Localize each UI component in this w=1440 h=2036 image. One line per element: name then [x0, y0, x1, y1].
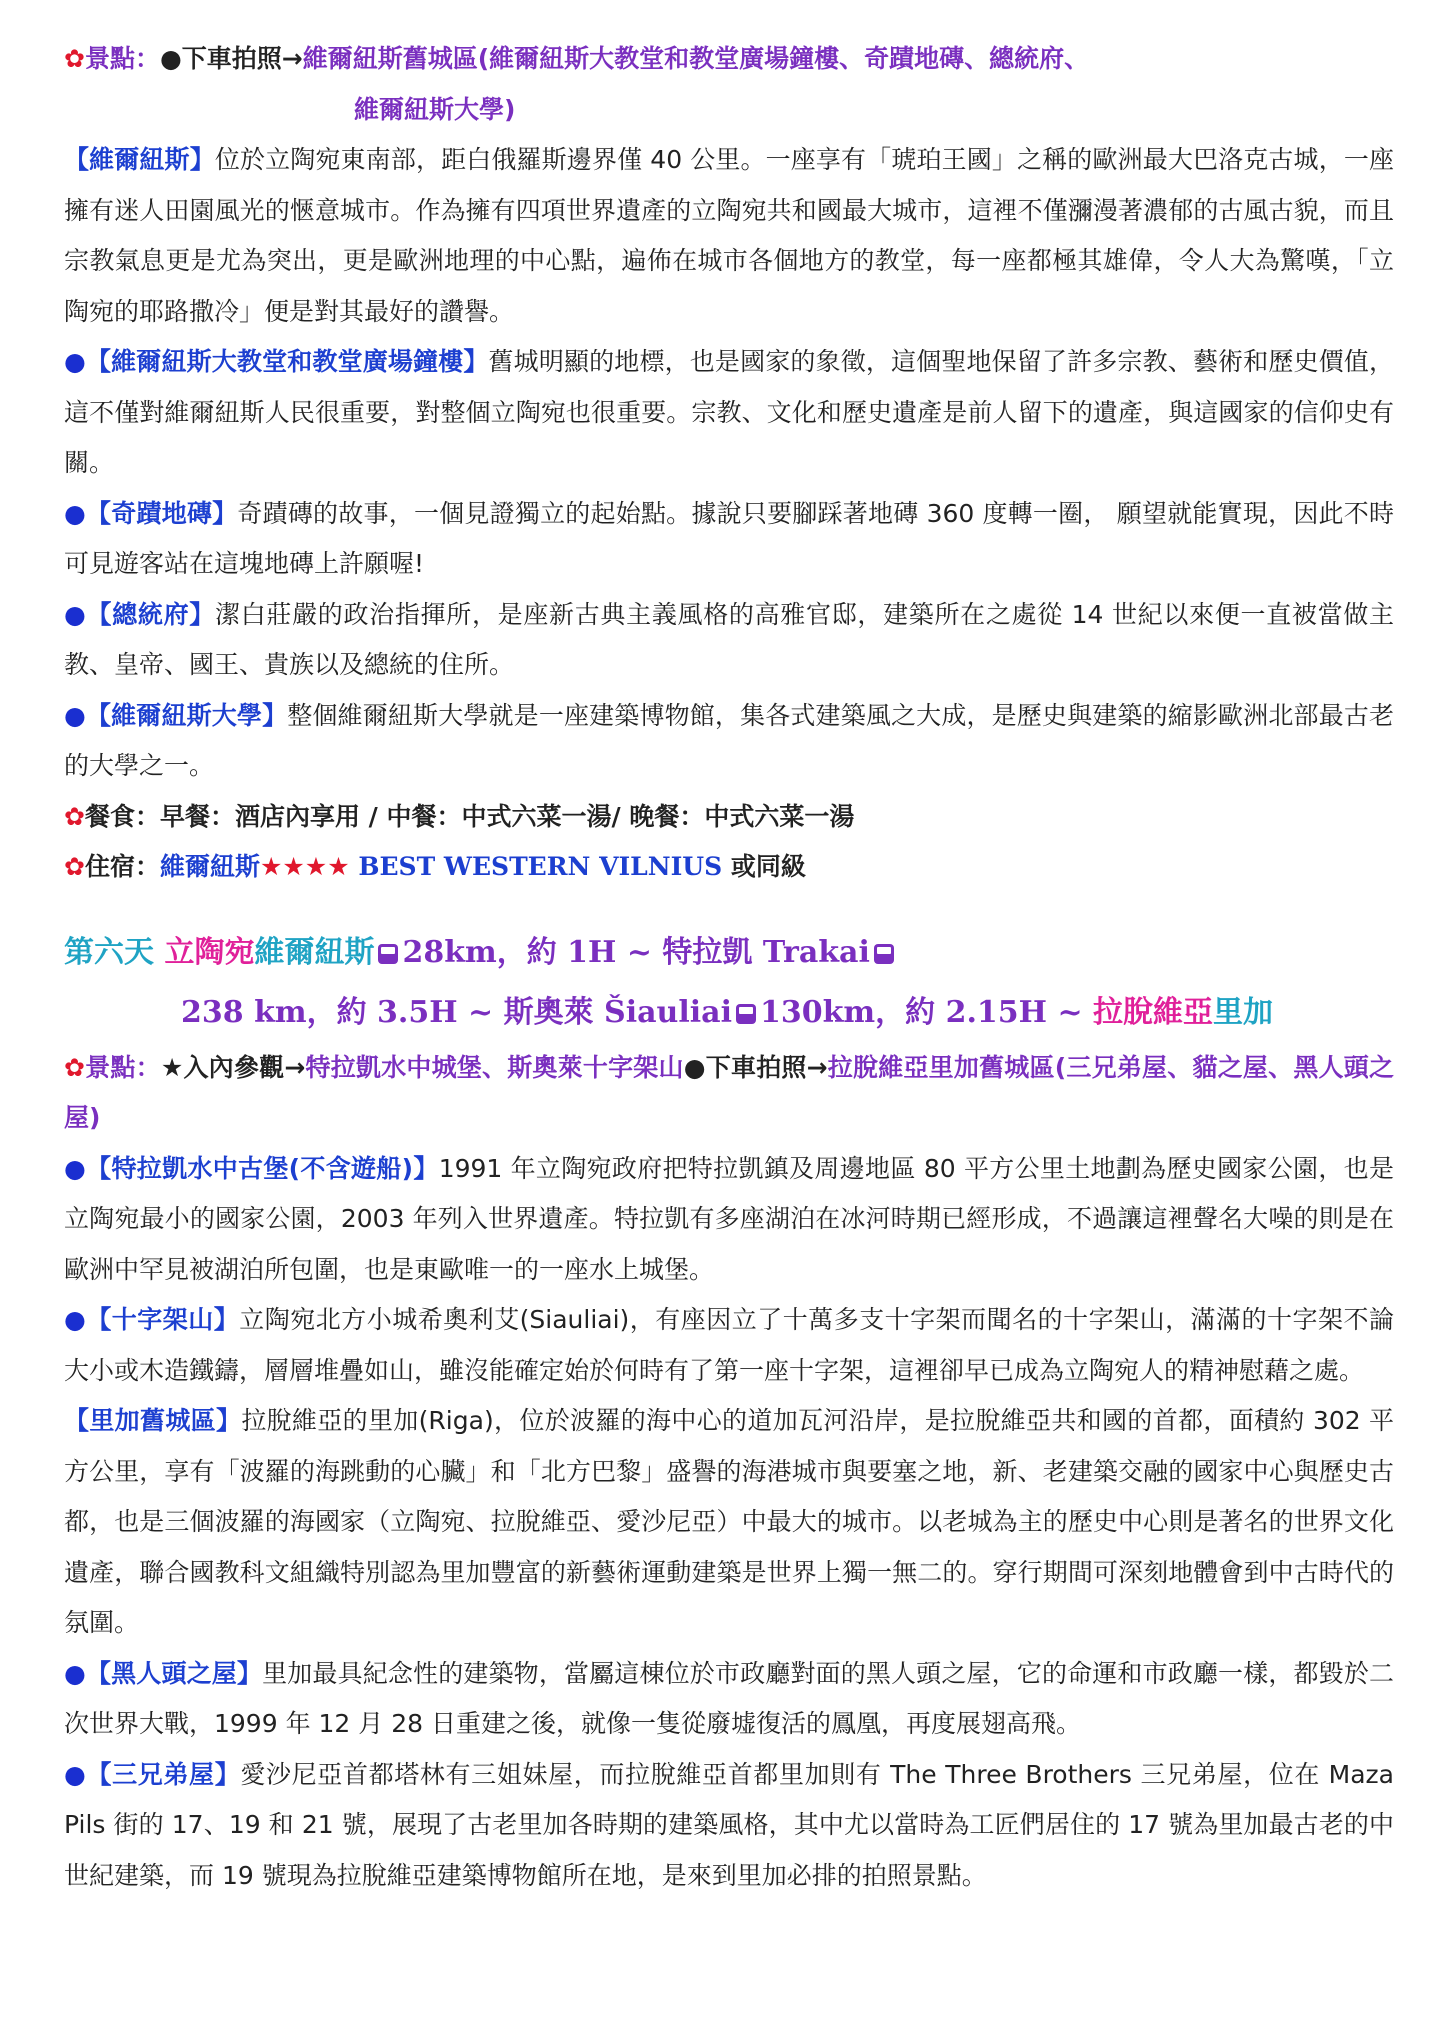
bus-icon: [736, 1004, 756, 1024]
bullet-icon: ●: [159, 44, 182, 73]
photo-stop-sites: 拉脫維亞里加舊城區(三兄弟屋、: [827, 1052, 1193, 1082]
sights-label: 景點：: [85, 1052, 161, 1082]
bus-icon: [874, 944, 894, 964]
cross-text: 立陶宛北方小城希奧利艾(Siauliai)，有座因立了十萬多支十字架而聞名的十字架山，滿滿的十字架不論大小或木造鐵鑄，層層堆疊如山，雖沒能確定始於何時有了第一座十字架，這裡卻早已成為立陶宛人的精神慰藉之處。: [64, 1305, 1394, 1385]
route-seg1: 28km，約 1H ~ 特拉凱: [402, 934, 763, 970]
university-paragraph: [64, 691, 1394, 792]
cathedral-paragraph: [64, 337, 1394, 489]
route-seg3: 130km，約 2.15H ~: [760, 994, 1094, 1030]
flower-icon: ✿: [64, 1052, 86, 1082]
trakai-en: Trakai: [762, 934, 870, 970]
enter-visit-label: 入內參觀→: [183, 1052, 306, 1082]
sights-line: [64, 34, 1394, 85]
trakai-paragraph: [64, 1144, 1394, 1296]
bullet-icon: ●: [64, 347, 86, 376]
vilnius-paragraph: [64, 135, 1394, 337]
day6-heading-cont: [64, 983, 1394, 1043]
photo-stop-label: 下車拍照→: [705, 1052, 828, 1082]
tile-text: 奇蹟磚的故事，一個見證獨立的起始點。據說只要腳踩著地磚 360 度轉一圈， 願望就能實現，因此不時可見遊客站在這塊地磚上許願喔!: [64, 498, 1394, 578]
blackheads-title: 【黑人頭之屋】: [85, 1658, 263, 1688]
hotel-line: [64, 842, 1394, 893]
flower-icon: ✿: [64, 44, 85, 73]
bus-icon: [378, 944, 398, 964]
bullet-icon: ●: [64, 1658, 86, 1688]
cathedral-title: 【維爾紐斯大教堂和教堂廣場鐘樓】: [85, 347, 489, 376]
day-label: 第六天: [64, 934, 154, 970]
trakai-text: 1991 年立陶宛政府把特拉凱鎮及周邊地區 80 平方公里土地劃為歷史國家公園，也是立陶宛最小的國家公園，2003 年列入世界遺產。特拉凱有多座湖泊在冰河時期已經形成，不過讓這裡聲名大噪的則是在歐洲中罕見被湖泊所包圍，也是東歐唯一的一座水上城堡。: [64, 1153, 1394, 1284]
vilnius-text: 位於立陶宛東南部，距白俄羅斯邊界僅 40 公里。一座享有「琥珀王國」之稱的歐洲最大巴洛克古城，一座擁有迷人田園風光的愜意城市。作為擁有四項世界遺產的立陶宛共和國最大城市，這裡不僅瀰漫著濃郁的古風古貌，而且宗教氣息更是尤為突出，更是歐洲地理的中心點，遍佈在城市各個地方的教堂，每一座都極其雄偉，令人大為驚嘆，「立陶宛的耶路撒冷」便是對其最好的讚譽。: [64, 145, 1394, 326]
city-vilnius: 維爾紐斯: [254, 934, 375, 970]
cross-title: 【十字架山】: [86, 1305, 240, 1334]
enter-visit-sites: 特拉凱水中城堡、斯奧萊十字架山: [305, 1052, 684, 1082]
riga-paragraph: [64, 1396, 1394, 1649]
photo-stop-sites-cont: 維爾紐斯大學): [354, 94, 516, 124]
sights-line-day6: [64, 1043, 1394, 1144]
hotel-name: BEST WESTERN VILNIUS: [349, 852, 731, 881]
vilnius-title: 【維爾紐斯】: [64, 145, 215, 174]
flower-icon: ✿: [64, 801, 85, 831]
university-text: 整個維爾紐斯大學就是一座建築博物館，集各式建築風之大成，是歷史與建築的縮影歐洲北部最古老的大學之一。: [64, 700, 1394, 780]
meal-line: [64, 792, 1394, 843]
tile-paragraph: [64, 489, 1394, 590]
meal-label: 餐食：: [84, 801, 160, 831]
sights-line-cont: [64, 85, 1394, 136]
brothers-title: 【三兄弟屋】: [86, 1759, 241, 1789]
bullet-icon: ●: [64, 1153, 87, 1183]
palace-text: 潔白莊嚴的政治指揮所，是座新古典主義風格的高雅官邸，建築所在之處從 14 世紀以來便一直被當做主教、皇帝、國王、貴族以及總統的住所。: [64, 599, 1394, 679]
palace-title: 【總統府】: [86, 599, 215, 629]
city-riga: 里加: [1213, 994, 1274, 1030]
flower-icon: ✿: [64, 852, 85, 881]
palace-paragraph: [64, 590, 1394, 691]
university-title: 【維爾紐斯大學】: [85, 700, 288, 730]
sights-label: 景點：: [84, 44, 160, 73]
tile-title: 【奇蹟地磚】: [86, 498, 238, 528]
riga-title: 【里加舊城區】: [64, 1406, 242, 1435]
bullet-icon: ●: [64, 1759, 87, 1789]
brothers-text: 愛沙尼亞首都塔林有三姐妹屋，而拉脫維亞首都里加則有 The Three Brothers 三兄弟屋，位在 Maza Pils 街的 17、19 和 21 號，展現了古老里加各時期的建築風格，其中尤以當時為工匠們居住的 17 號為里加最古老的中世紀建築，而 19 號現為拉脫維亞建築博物館所在地，是來到里加必排的拍照景點。: [64, 1759, 1394, 1890]
country-lithuania: 立陶宛: [164, 934, 255, 970]
photo-stop-label: 下車拍照→: [181, 44, 303, 73]
hotel-city: 維爾紐斯: [159, 852, 260, 881]
hotel-label: 住宿：: [84, 852, 160, 881]
cross-paragraph: [64, 1295, 1394, 1396]
bullet-icon: ●: [683, 1052, 706, 1082]
bullet-icon: ●: [64, 1305, 87, 1334]
hotel-stars: ★★★★: [259, 852, 350, 881]
trakai-title: 【特拉凱水中古堡(不含遊船)】: [86, 1153, 439, 1183]
day6-heading: [64, 923, 1394, 983]
riga-text: 拉脫維亞的里加(Riga)，位於波羅的海中心的道加瓦河沿岸，是拉脫維亞共和國的首都，面積約 302 平方公里，享有「波羅的海跳動的心臟」和「北方巴黎」盛譽的海港城市與要塞之地，新、老建築交融的國家中心與歷史古都，也是三個波羅的海國家（立陶宛、拉脫維亞、愛沙尼亞）中最大的城市。以老城為主的歷史中心則是著名的世界文化遺產，聯合國教科文組織特別認為里加豐富的新藝術運動建築是世界上獨一無二的。穿行期間可深刻地體會到中古時代的氛圍。: [64, 1406, 1394, 1637]
itinerary-page: [64, 34, 1394, 1901]
meal-text: 早餐：酒店內享用 / 中餐：中式六菜一湯/ 晚餐：中式六菜一湯: [159, 801, 855, 831]
photo-stop-sites: 維爾紐斯舊城區(維爾紐斯大教堂和教堂廣場鐘樓、奇蹟地磚、總統府、: [302, 44, 1090, 73]
photo-stop-sites-cont: 貓之屋、黑人頭之屋): [64, 1052, 1394, 1132]
blackheads-text: 里加最具紀念性的建築物，當屬這棟位於市政廳對面的黑人頭之屋，它的命運和市政廳一樣，都毀於二次世界大戰，1999 年 12 月 28 日重建之後，就像一隻從廢墟復活的鳳凰，再度展翅高飛。: [64, 1658, 1394, 1738]
bullet-icon: ●: [64, 599, 87, 629]
country-latvia: 拉脫維亞: [1093, 994, 1214, 1030]
blackheads-paragraph: [64, 1649, 1394, 1750]
bullet-icon: ●: [64, 700, 86, 730]
route-seg2: 238 km，約 3.5H ~ 斯奧萊: [181, 994, 605, 1030]
brothers-paragraph: [64, 1750, 1394, 1902]
cathedral-text: 舊城明顯的地標，也是國家的象徵，這個聖地保留了許多宗教、藝術和歷史價值，這不僅對維爾紐斯人民很重要，對整個立陶宛也很重要。宗教、文化和歷史遺產是前人留下的遺產，與這國家的信仰史有關。: [64, 347, 1394, 477]
hotel-suffix: 或同級: [730, 852, 806, 881]
siauliai-en: Šiauliai: [604, 994, 732, 1030]
star-icon: ★: [160, 1052, 184, 1082]
bullet-icon: ●: [64, 498, 87, 528]
